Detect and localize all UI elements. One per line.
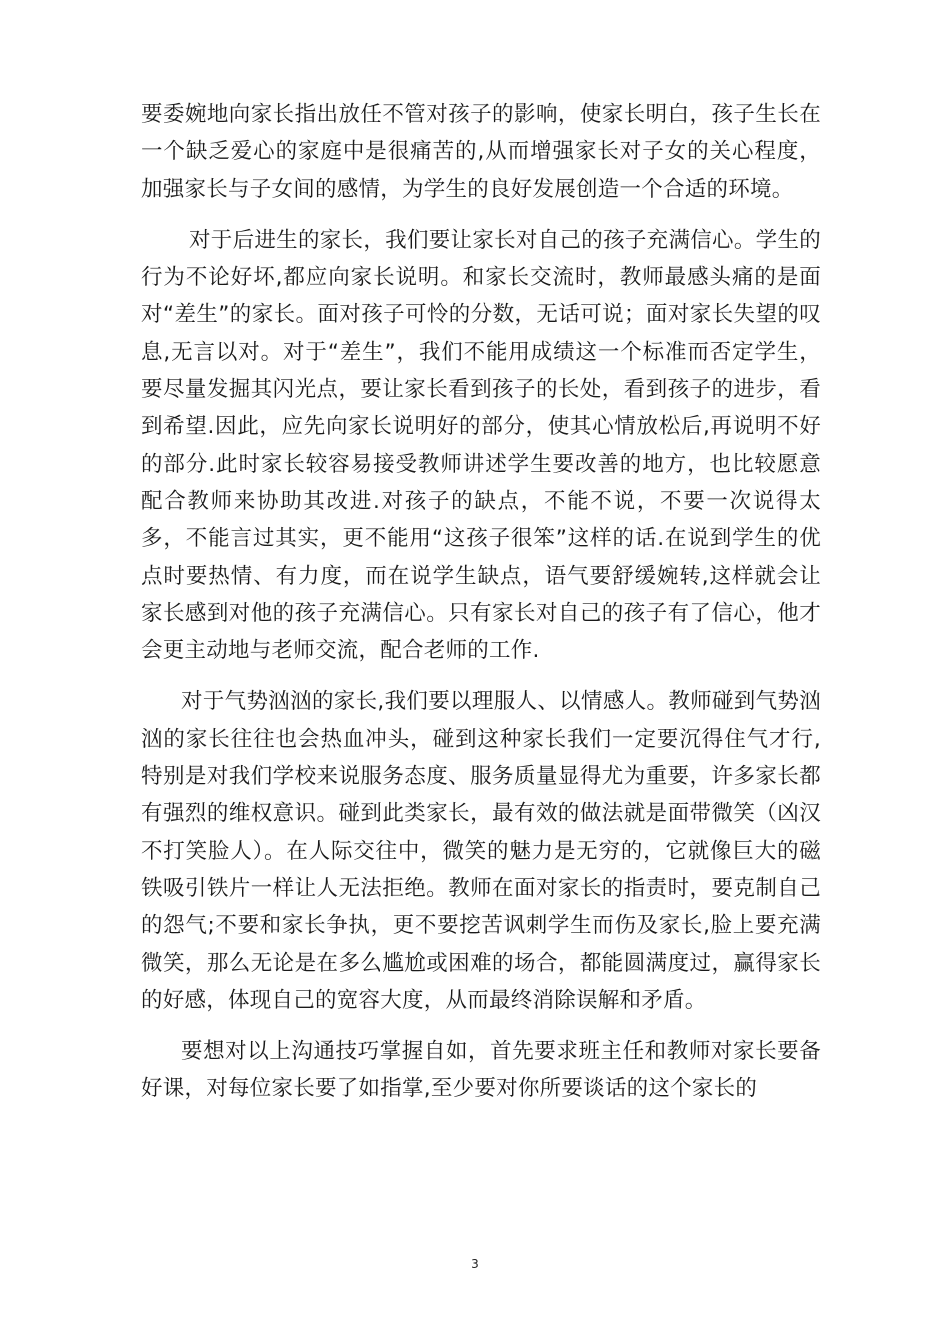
paragraph-struggling-student-parents: 对于后进生的家长，我们要让家长对自己的孩子充满信心。学生的行为不论好坏,都应向家长说明。和家长交流时，教师最感头痛的是面对“差生”的家长。面对孩子可怜的分数，无话可说；面对家长失望的叹息,无言以对。对于“差生”，我们不能用成绩这一个标准而否定学生，要尽量发掘其闪光点，要让家长看到孩子的长处，看到孩子的进步，看到希望.因此，应先向家长说明好的部分，使其心情放松后,再说明不好的部分.此时家长较容易接受教师讲述学生要改善的地方，也比较愿意配合教师来协助其改进.对孩子的缺点，不能不说，不要一次说得太多，不能言过其实，更不能用“这孩子很笨”这样的话.在说到学生的优点时要热情、有力度，而在说学生缺点，语气要舒缓婉转,这样就会让家长感到对他的孩子充满信心。只有家长对自己的孩子有了信心，他才会更主动地与老师交流，配合老师的工作. — [141, 227, 821, 664]
document-body — [141, 96, 821, 1108]
page-number: 3 — [471, 1257, 479, 1271]
paragraph-preparation: 要想对以上沟通技巧掌握自如，首先要求班主任和教师对家长要备好课，对每位家长要了如指掌,至少要对你所要谈话的这个家长的 — [141, 1039, 821, 1102]
paragraph-neglect-parents: 要委婉地向家长指出放任不管对孩子的影响，使家长明白，孩子生长在一个缺乏爱心的家庭中是很痛苦的,从而增强家长对子女的关心程度，加强家长与子女间的感情，为学生的良好发展创造一个合适的环境。 — [141, 102, 821, 202]
paragraph-aggressive-parents: 对于气势汹汹的家长,我们要以理服人、以情感人。教师碰到气势汹汹的家长往往也会热血冲头，碰到这种家长我们一定要沉得住气才行,特别是对我们学校来说服务态度、服务质量显得尤为重要，许多家长都有强烈的维权意识。碰到此类家长，最有效的做法就是面带微笑（凶汉不打笑脸人）。在人际交往中，微笑的魅力是无穷的，它就像巨大的磁铁吸引铁片一样让人无法拒绝。教师在面对家长的指责时，要克制自己的怨气;不要和家长争执，更不要挖苦讽刺学生而伤及家长,脸上要充满微笑，那么无论是在多么尴尬或困难的场合，都能圆满度过，赢得家长的好感，体现自己的宽容大度，从而最终消除误解和矛盾。 — [141, 689, 821, 1013]
